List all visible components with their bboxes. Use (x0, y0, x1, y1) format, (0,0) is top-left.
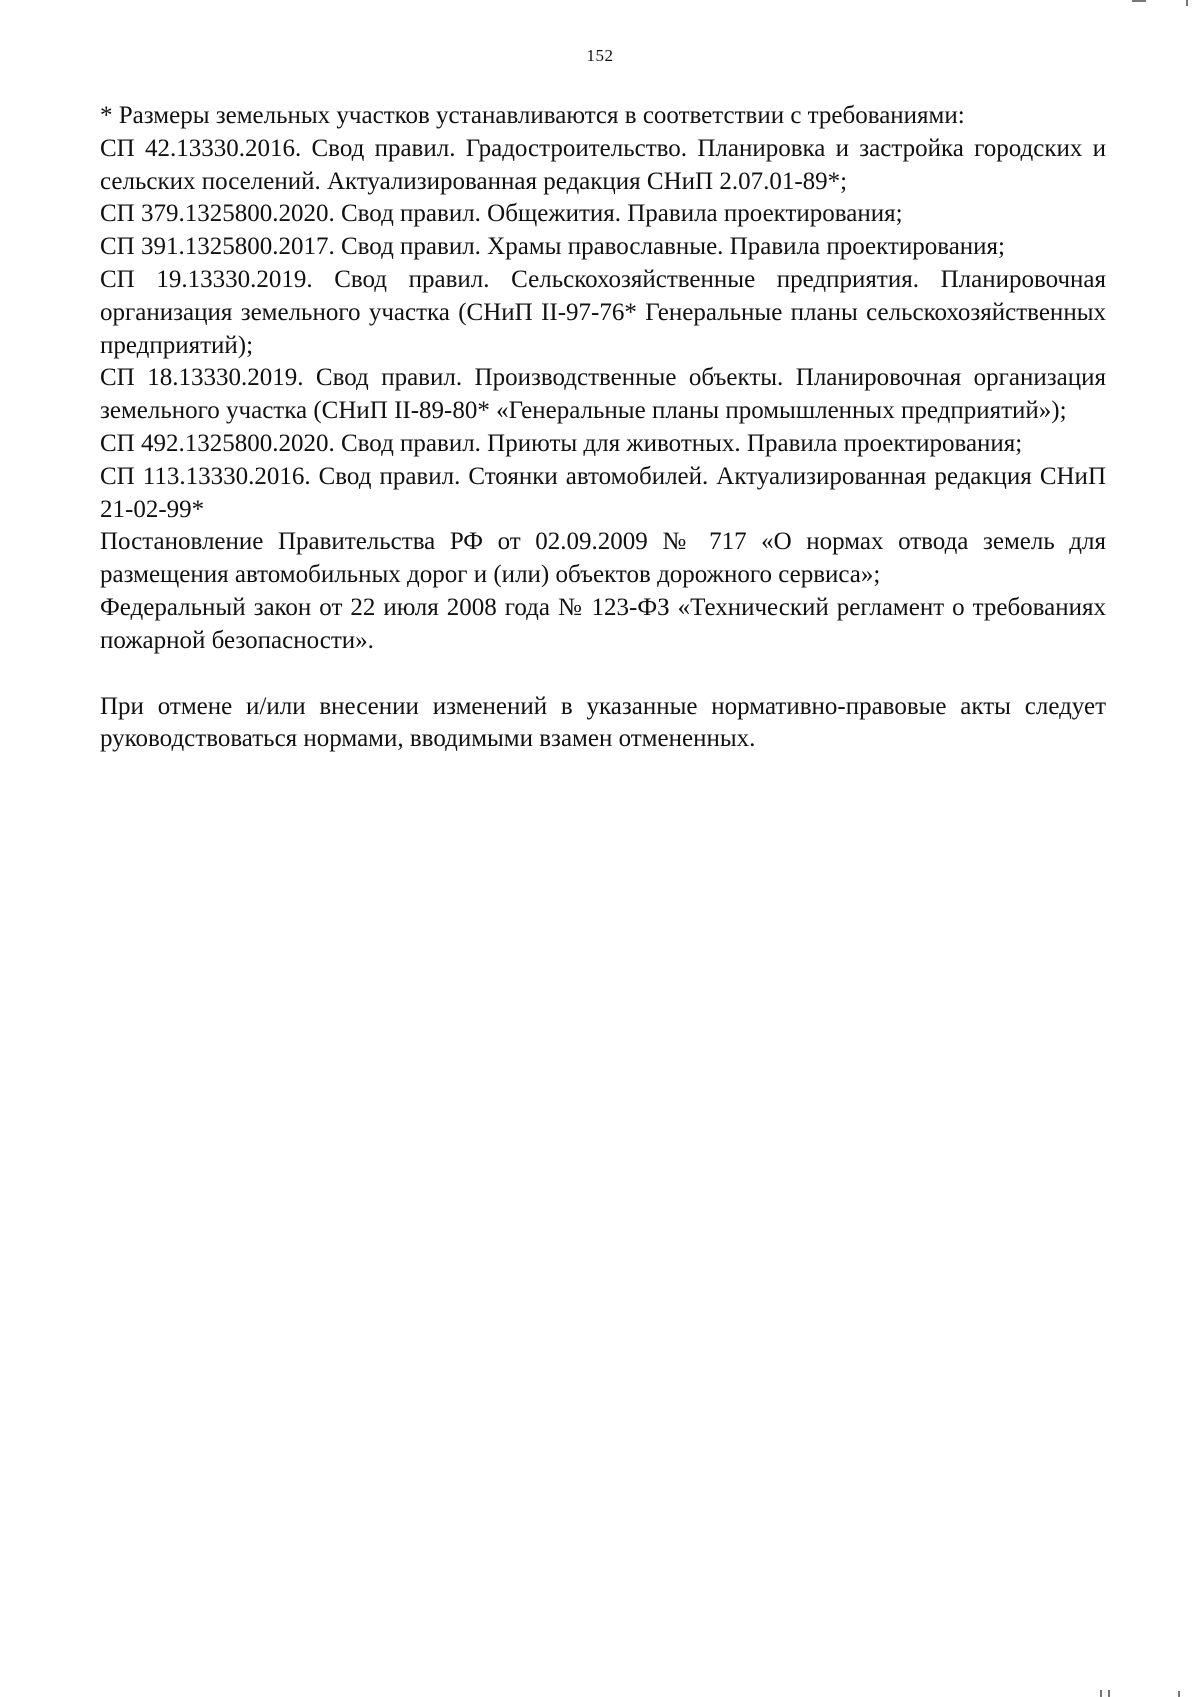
regulation-item: СП 19.13330.2019. Свод правил. Сельскохозяйственные предприятия. Планировочная организация земельного участка (СНиП II-97-76* Генеральные планы сельскохозяйственных предприятий); (100, 265, 1106, 359)
regulation-item: СП 113.13330.2016. Свод правил. Стоянки автомобилей. Актуализированная редакция СНиП 21-02-99* (100, 462, 1106, 523)
document-body (100, 100, 1106, 756)
regulation-item: Постановление Правительства РФ от 02.09.2009 № 717 «О нормах отвода земель для размещения автомобильных дорог и (или) объектов дорожного сервиса»; (100, 528, 1106, 589)
regulation-item: СП 492.1325800.2020. Свод правил. Приюты для животных. Правила проектирования; (100, 429, 1023, 457)
scan-edge-mark (1100, 1690, 1102, 1697)
scan-edge-mark (1108, 1690, 1110, 1697)
paragraph-spacer (100, 658, 1106, 691)
page-number: 152 (586, 46, 614, 65)
regulation-item: СП 18.13330.2019. Свод правил. Производственные объекты. Планировочная организация земельного участка (СНиП II-89-80* «Генеральные планы промышленных предприятий»); (100, 364, 1106, 425)
regulation-item: СП 42.13330.2016. Свод правил. Градостроительство. Планировка и застройка городских и сельских поселений. Актуализированная редакция СНиП 2.07.01-89*; (100, 134, 1106, 195)
closing-paragraph: При отмене и/или внесении изменений в указанные нормативно-правовые акты следует руководствоваться нормами, вводимыми взамен отмененных. (100, 692, 1106, 753)
scan-edge-mark (1178, 1691, 1180, 1697)
scan-edge-mark (1132, 0, 1146, 2)
regulation-item: СП 391.1325800.2017. Свод правил. Храмы православные. Правила проектирования; (100, 233, 1005, 261)
regulation-item: Федеральный закон от 22 июля 2008 года № 123-ФЗ «Технический регламент о требованиях пожарной безопасности». (100, 593, 1106, 654)
scan-edge-mark (1186, 0, 1188, 6)
footnote-intro: * Размеры земельных участков устанавливаются в соответствии с требованиями: (100, 102, 965, 129)
regulation-item: СП 379.1325800.2020. Свод правил. Общежития. Правила проектирования; (100, 200, 903, 228)
